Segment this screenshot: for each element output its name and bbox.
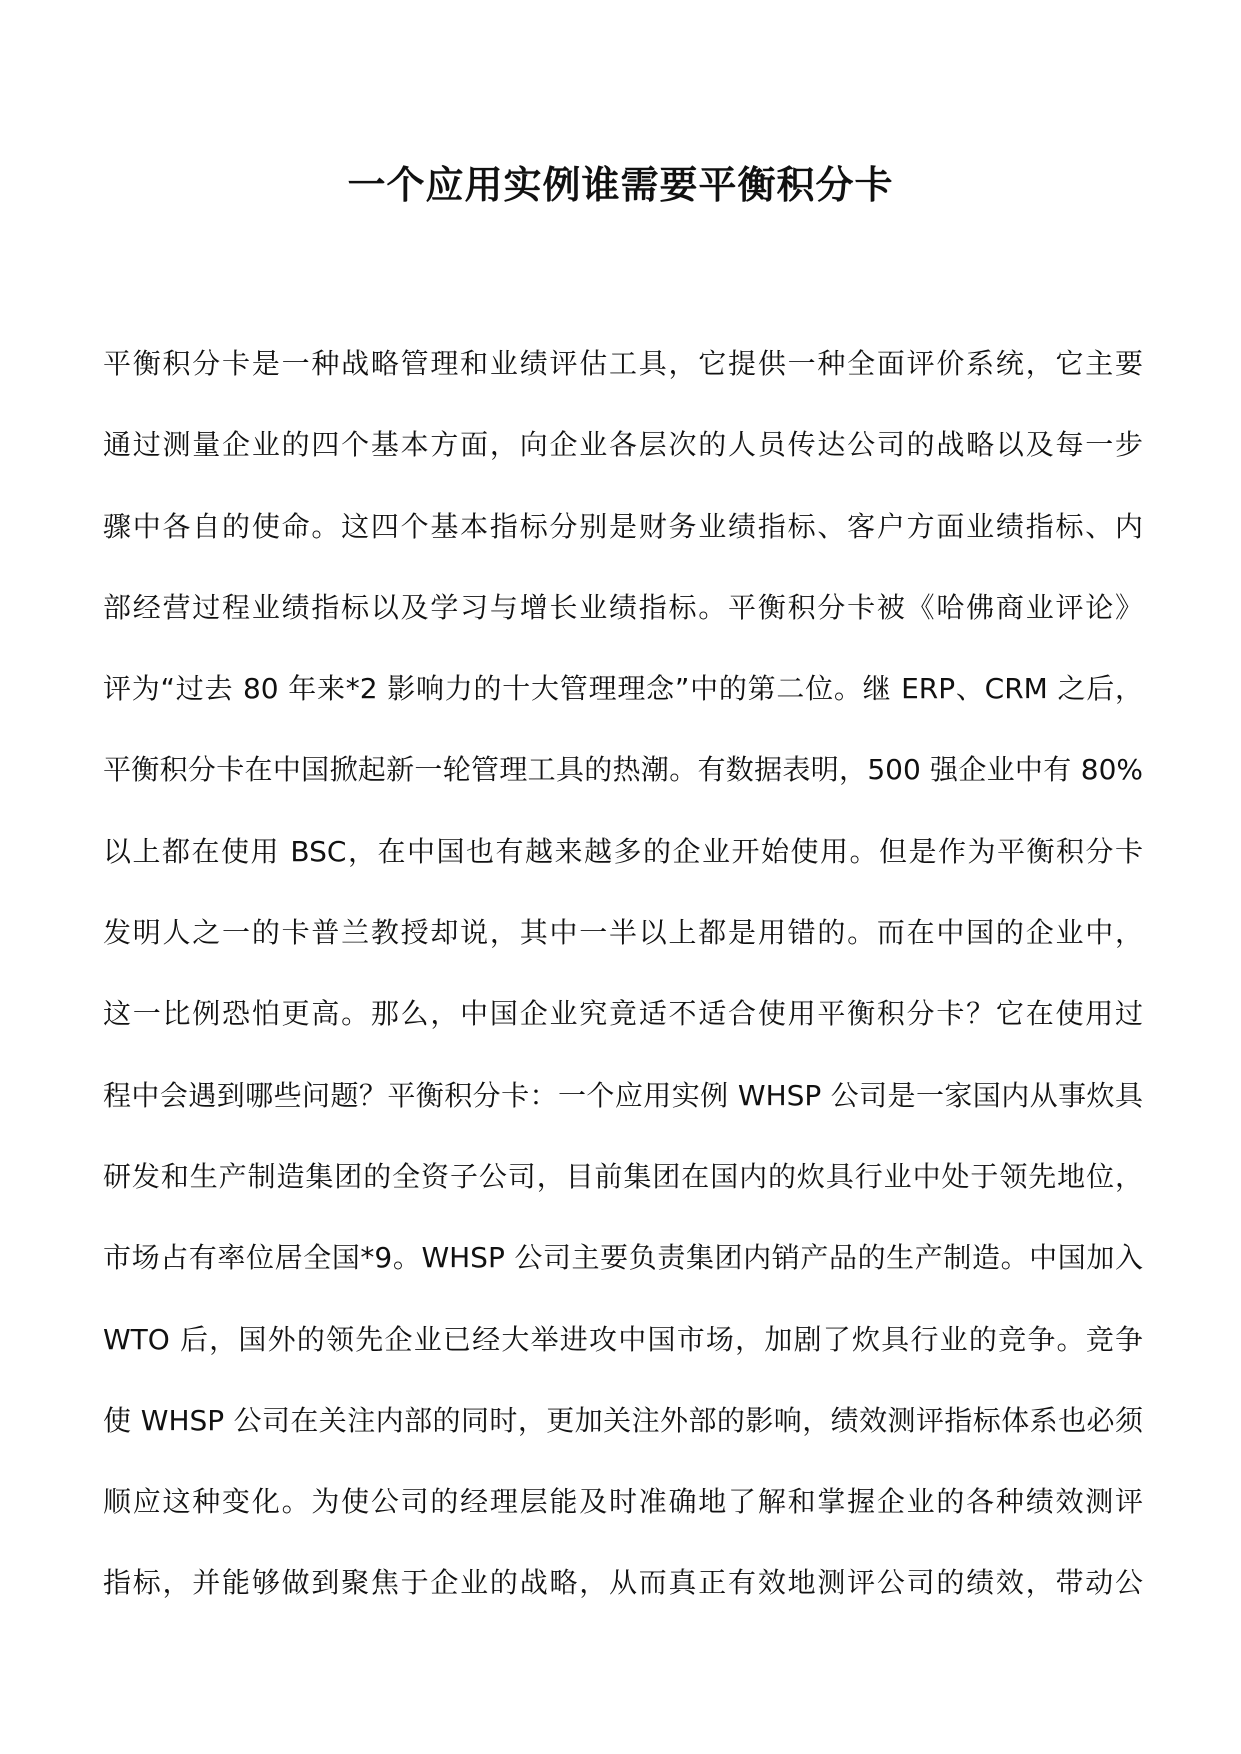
body-line: 市场占有率位居全国*9。WHSP 公司主要负责集团内销产品的生产制造。中国加入 — [103, 1241, 1143, 1275]
body-line: 评为“过去 80 年来*2 影响力的十大管理理念”中的第二位。继 ERP、CRM 之后， — [103, 672, 1143, 706]
document-body — [103, 340, 1143, 1641]
body-line: 发明人之一的卡普兰教授却说，其中一半以上都是用错的。而在中国的企业中， — [103, 916, 1143, 950]
body-line: 程中会遇到哪些问题？平衡积分卡：一个应用实例 WHSP 公司是一家国内从事炊具 — [103, 1078, 1143, 1112]
body-line: 部经营过程业绩指标以及学习与增长业绩指标。平衡积分卡被《哈佛商业评论》 — [103, 590, 1143, 624]
body-line: WTO 后，国外的领先企业已经大举进攻中国市场，加剧了炊具行业的竞争。竞争 — [103, 1322, 1143, 1356]
body-line: 研发和生产制造集团的全资子公司，目前集团在国内的炊具行业中处于领先地位， — [103, 1159, 1143, 1193]
body-line: 指标，并能够做到聚焦于企业的战略，从而真正有效地测评公司的绩效，带动公 — [103, 1566, 1143, 1600]
body-line: 通过测量企业的四个基本方面，向企业各层次的人员传达公司的战略以及每一步 — [103, 428, 1143, 462]
body-line: 平衡积分卡是一种战略管理和业绩评估工具，它提供一种全面评价系统，它主要 — [103, 347, 1143, 380]
body-line: 顺应这种变化。为使公司的经理层能及时准确地了解和掌握企业的各种绩效测评 — [103, 1485, 1143, 1519]
body-line: 这一比例恐怕更高。那么，中国企业究竟适不适合使用平衡积分卡？它在使用过 — [103, 997, 1143, 1031]
body-line: 使 WHSP 公司在关注内部的同时，更加关注外部的影响，绩效测评指标体系也必须 — [103, 1403, 1143, 1437]
body-line: 以上都在使用 BSC，在中国也有越来越多的企业开始使用。但是作为平衡积分卡 — [103, 834, 1143, 868]
document-title: 一个应用实例谁需要平衡积分卡 — [347, 163, 894, 207]
body-line: 骤中各自的使命。这四个基本指标分别是财务业绩指标、客户方面业绩指标、内 — [103, 509, 1143, 543]
body-line: 平衡积分卡在中国掀起新一轮管理工具的热潮。有数据表明，500 强企业中有 80% — [103, 753, 1143, 787]
